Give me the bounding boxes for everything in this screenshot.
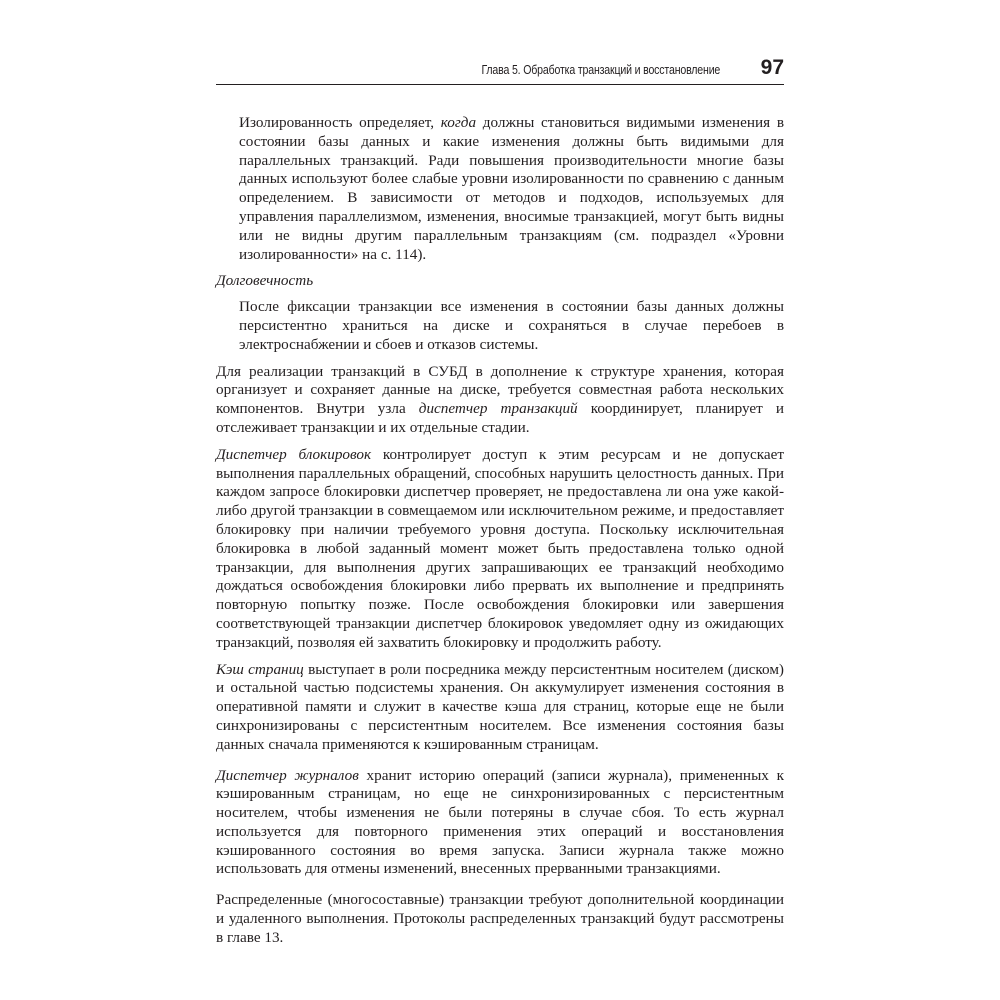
emphasis: Диспетчер блокировок xyxy=(216,445,372,463)
running-head xyxy=(216,56,784,84)
body-text xyxy=(216,114,784,956)
text-span: Для реализации транзакций в СУБД в дополнение к структуре хранения, которая организует и сохраняет данные на диске, требуется совместная работа нескольких компонентов. Внутри узла xyxy=(216,362,784,418)
paragraph-durability: После фиксации транзакции все изменения в состоянии базы данных должны персистентно храниться на диске и сохраняться в случае перебоев в электроснабжении и сбоев и отказов системы. xyxy=(239,298,784,353)
text-span: Изолированность определяет, xyxy=(239,114,441,131)
paragraph-isolation xyxy=(239,114,784,264)
emphasis: Кэш страниц xyxy=(216,660,304,678)
text-span: выступает в роли посредника между персистентным носителем (диском) и остальной частью подсистемы хранения. Он аккумулирует изменения состояния в оперативной памяти и служит в качестве кэша для страниц, которые еще не были синхронизированы с персистентным носителем. Все изменения состояния базы данных сначала применяются к кэшированным страницам. xyxy=(216,660,784,753)
text-span: контролирует доступ к этим ресурсам и не допускает выполнения параллельных обращений, способных нарушить целостность данных. При каждом запросе блокировки диспетчер проверяет, не предоставлена ли она уже какой-либо другой транзакции в совмещаемом или исключительном режиме, и предоставляет блокировку при наличии требуемого уровня доступа. Поскольку исключительная блокировка в любой заданный момент может быть предоставлена только одной транзакции, для выполнения других запрашивающих ее транзакций необходимо дождаться освобождения блокировки либо прервать их выполнение и предпринять повторную попытку позже. После освобождения блокировки или завершения соответствующей транзакции диспетчер блокировок уведомляет одну из ожидающих транзакций, позволяя ей захватить блокировку и продолжить работу. xyxy=(216,445,784,651)
emphasis: Диспетчер журналов xyxy=(216,766,359,784)
paragraph-log-manager xyxy=(216,767,784,880)
paragraph-distributed-transactions: Распределенные (многосоставные) транзакции требуют дополнительной координации и удаленного выполнения. Протоколы распределенных транзакций будут рассмотрены в главе 13. xyxy=(216,891,784,946)
chapter-title: Глава 5. Обработка транзакций и восстановление xyxy=(481,63,720,77)
header-rule xyxy=(216,84,784,85)
paragraph-lock-manager xyxy=(216,446,784,653)
term-label: Долговечность xyxy=(216,272,314,290)
text-span: хранит историю операций (записи журнала), примененных к кэшированным страницам, но еще не синхронизированных с персистентным носителем, чтобы изменения не были потеряны в случае сбоя. То есть журнал используется для повторного применения этих операций и восстановления кэшированного состояния во время запуска. Записи журнала также можно использовать для отмены изменений, внесенных прерванными транзакциями. xyxy=(216,766,784,878)
text-span: должны становиться видимыми изменения в состоянии базы данных и какие изменения должны быть видимыми для параллельных транзакций. Ради повышения производительности многие базы данных используют более слабые уровни изолированности по сравнению с данным определением. В зависимости от методов и подходов, используемых для управления параллелизмом, изменения, вносимые транзакцией, могут быть видны или не видны другим параллельным транзакциям (см. подраздел «Уровни изолированности» на с. 114). xyxy=(239,114,784,263)
text-span: координирует, планирует и отслеживает транзакции и их отдельные стадии. xyxy=(216,400,784,436)
emphasis: когда xyxy=(440,114,477,131)
paragraph-transaction-manager xyxy=(216,363,784,438)
paragraph-page-cache xyxy=(216,661,784,755)
term-heading-durability xyxy=(216,272,784,291)
page-number: 97 xyxy=(760,56,784,79)
emphasis: диспетчер транзакций xyxy=(418,400,578,418)
